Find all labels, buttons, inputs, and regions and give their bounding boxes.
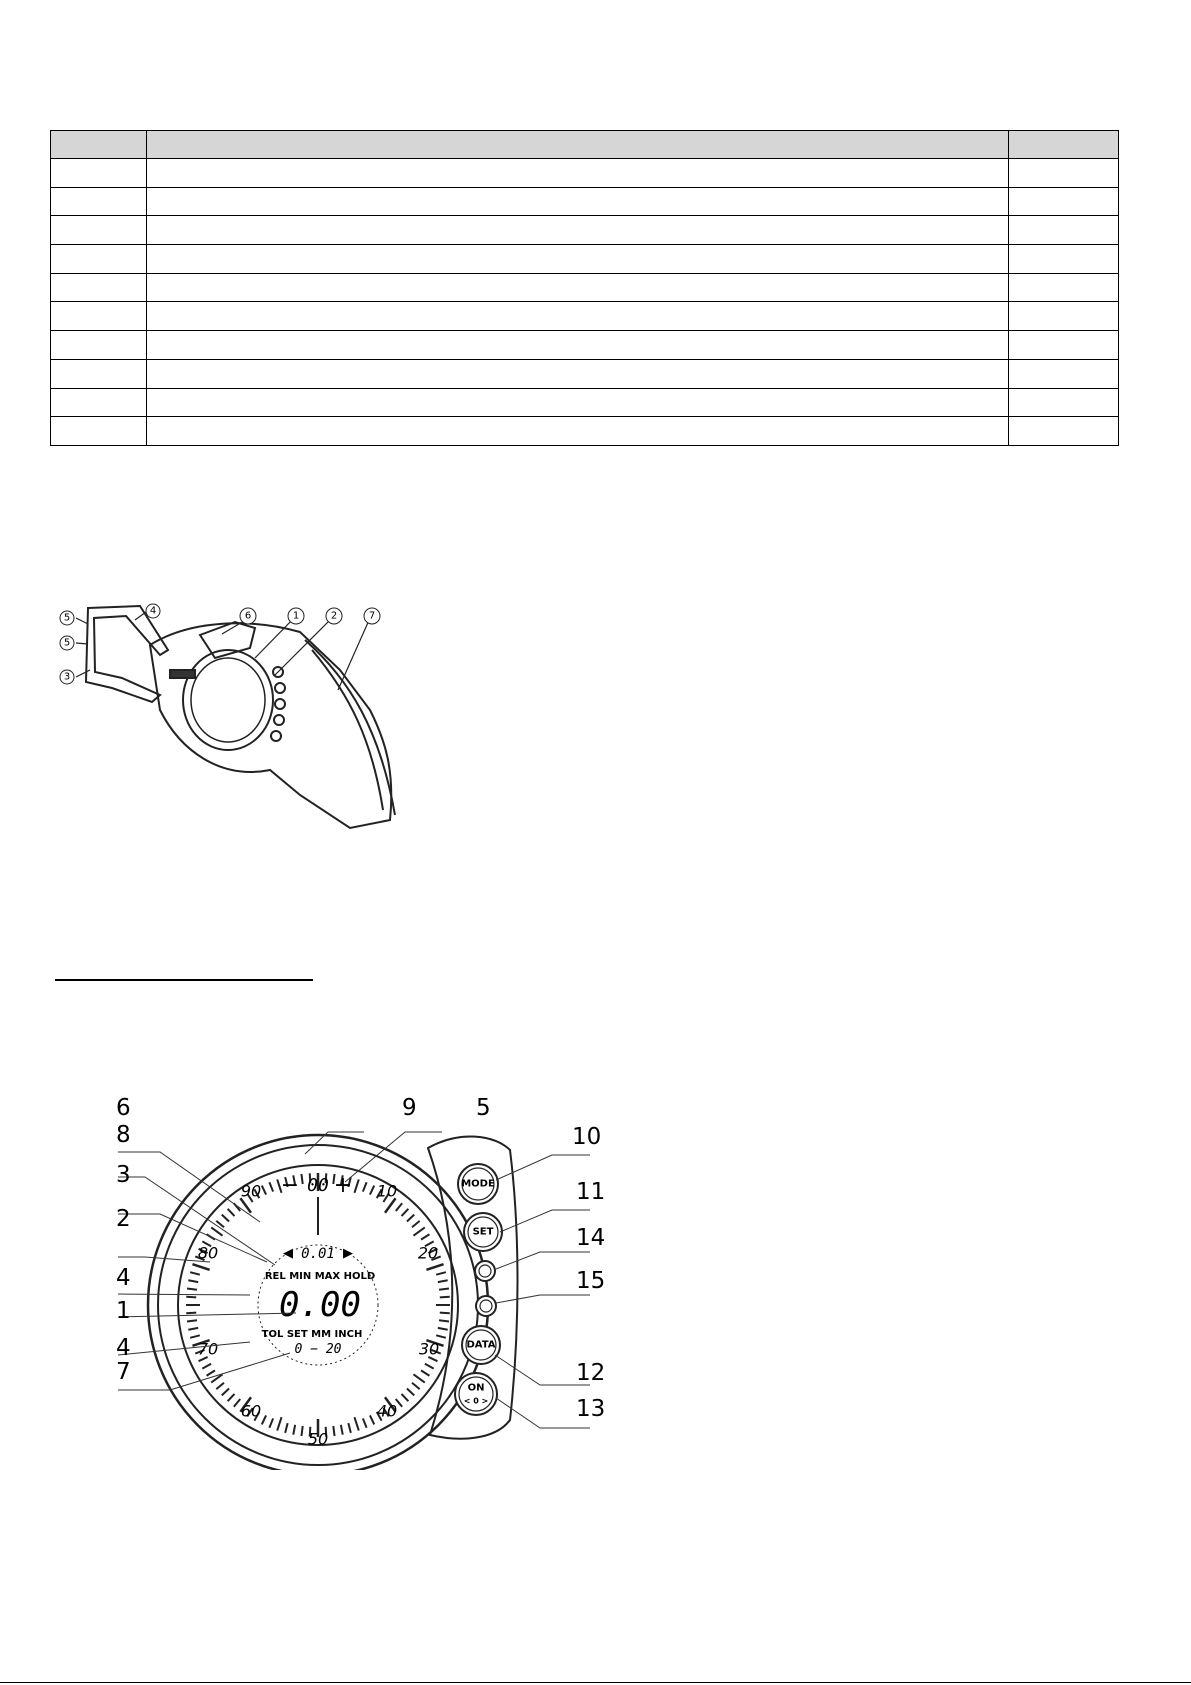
device-callout: 3 bbox=[63, 671, 71, 683]
dial-tick bbox=[370, 1415, 374, 1424]
dial-tick bbox=[216, 1383, 224, 1389]
display-callout: 2 bbox=[116, 1206, 131, 1232]
table-row bbox=[51, 388, 1119, 417]
dial-tick bbox=[438, 1328, 448, 1330]
dial-tick bbox=[436, 1335, 446, 1337]
indicator-led-14 bbox=[475, 1261, 495, 1281]
table-cell bbox=[147, 302, 1009, 331]
dial-tick bbox=[234, 1399, 240, 1407]
dial-tick bbox=[301, 1426, 302, 1436]
top-display: 00 bbox=[307, 1175, 329, 1196]
table-cell bbox=[51, 216, 147, 245]
table-row bbox=[51, 245, 1119, 274]
dial-housing bbox=[183, 650, 273, 750]
table-cell bbox=[1009, 216, 1119, 245]
dial-tick bbox=[421, 1370, 429, 1375]
device-callout: 7 bbox=[368, 610, 376, 622]
device-callout: 6 bbox=[244, 610, 252, 622]
table-cell bbox=[147, 187, 1009, 216]
arrow-left-icon: ◀ bbox=[283, 1246, 293, 1261]
table-cell bbox=[1009, 331, 1119, 360]
table-row bbox=[51, 273, 1119, 302]
dial-label: 70 bbox=[197, 1339, 219, 1359]
table-row bbox=[51, 331, 1119, 360]
table-row bbox=[51, 359, 1119, 388]
header-cell bbox=[51, 131, 147, 159]
set-button-label: SET bbox=[472, 1226, 494, 1238]
table-cell bbox=[51, 388, 147, 417]
dial-tick bbox=[354, 1179, 358, 1192]
display-callout: 4 bbox=[116, 1335, 131, 1361]
table-row bbox=[51, 216, 1119, 245]
mode-indicators: REL MIN MAX HOLD bbox=[264, 1271, 376, 1282]
dial-tick bbox=[413, 1227, 424, 1235]
dial-tick bbox=[412, 1383, 420, 1389]
display-callout: 13 bbox=[576, 1396, 606, 1422]
table-cell bbox=[147, 417, 1009, 446]
display-callout: 11 bbox=[576, 1179, 606, 1205]
display-callout: 14 bbox=[576, 1225, 606, 1251]
table-cell bbox=[51, 417, 147, 446]
caliper-body bbox=[150, 623, 391, 828]
dial-tick bbox=[363, 1418, 367, 1427]
table-row bbox=[51, 417, 1119, 446]
dial-tick bbox=[207, 1370, 215, 1375]
table-cell bbox=[1009, 417, 1119, 446]
device-callout: 5 bbox=[63, 637, 71, 649]
plus-sign: + bbox=[333, 1173, 353, 1198]
unit-indicators: TOL SET MM INCH bbox=[261, 1329, 363, 1340]
dial-tick bbox=[262, 1186, 266, 1195]
dial-face bbox=[191, 658, 265, 742]
table-cell bbox=[51, 359, 147, 388]
table-cell bbox=[51, 245, 147, 274]
dial-tick bbox=[421, 1234, 429, 1239]
dial-tick bbox=[228, 1209, 235, 1216]
table-cell bbox=[147, 359, 1009, 388]
table-cell bbox=[1009, 245, 1119, 274]
dial-tick bbox=[285, 1423, 287, 1433]
dial-tick bbox=[341, 1425, 343, 1435]
dial-tick bbox=[348, 1423, 350, 1433]
display-callout: 4 bbox=[116, 1265, 131, 1291]
dial-tick bbox=[190, 1335, 200, 1337]
dial-tick bbox=[438, 1280, 448, 1282]
device-callout: 5 bbox=[63, 612, 71, 624]
dial-tick bbox=[186, 1297, 196, 1298]
dial-tick bbox=[190, 1272, 200, 1274]
table-header-row bbox=[51, 131, 1119, 159]
dial-tick bbox=[439, 1288, 449, 1289]
display-callout: 6 bbox=[116, 1095, 131, 1121]
dial-tick bbox=[412, 1221, 420, 1227]
table-cell bbox=[147, 159, 1009, 188]
range-value: 0 − 20 bbox=[294, 1342, 342, 1357]
dial-tick bbox=[301, 1174, 302, 1184]
header-cell bbox=[1009, 131, 1119, 159]
display-callout: 1 bbox=[116, 1298, 131, 1324]
dial-tick bbox=[407, 1215, 414, 1222]
dial-tick bbox=[402, 1209, 409, 1216]
dial-tick bbox=[293, 1425, 295, 1435]
dial-tick bbox=[202, 1364, 211, 1369]
dial-tick bbox=[354, 1417, 358, 1430]
dial-tick bbox=[277, 1417, 281, 1430]
table-row bbox=[51, 159, 1119, 188]
table-cell bbox=[51, 273, 147, 302]
display-callout: 3 bbox=[116, 1162, 131, 1188]
dial-tick bbox=[425, 1364, 434, 1369]
minus-sign: − bbox=[280, 1173, 300, 1198]
dial-tick bbox=[436, 1272, 446, 1274]
display-callout: 8 bbox=[116, 1122, 131, 1148]
display-callout: 12 bbox=[576, 1360, 606, 1386]
display-callout: 15 bbox=[576, 1268, 606, 1294]
mode-button-label: MODE bbox=[461, 1178, 495, 1190]
display-callout: 9 bbox=[402, 1095, 417, 1121]
display-callout: 5 bbox=[476, 1095, 491, 1121]
specification-table bbox=[50, 130, 1119, 446]
table-cell bbox=[1009, 359, 1119, 388]
display-callout: 10 bbox=[572, 1124, 602, 1150]
indicator-led-15 bbox=[476, 1296, 496, 1316]
header-cell bbox=[147, 131, 1009, 159]
table-cell bbox=[51, 331, 147, 360]
device-overview-figure bbox=[50, 600, 410, 845]
dial-tick bbox=[262, 1415, 266, 1424]
data-button-label: DATA bbox=[466, 1339, 496, 1351]
dial-tick bbox=[370, 1186, 374, 1195]
dial-tick bbox=[188, 1280, 198, 1282]
dial-tick bbox=[187, 1288, 197, 1289]
table-cell bbox=[1009, 159, 1119, 188]
table-cell bbox=[51, 187, 147, 216]
table-cell bbox=[1009, 187, 1119, 216]
dial-label: 20 bbox=[417, 1243, 439, 1263]
dial-label: 40 bbox=[376, 1401, 398, 1421]
dial-tick bbox=[186, 1313, 196, 1314]
dial-tick bbox=[407, 1389, 414, 1396]
device-callout: 4 bbox=[149, 605, 157, 617]
dial-label: 90 bbox=[240, 1181, 262, 1201]
table-cell bbox=[147, 245, 1009, 274]
dial-tick bbox=[333, 1426, 334, 1436]
dial-tick bbox=[222, 1215, 229, 1222]
dial-tick bbox=[439, 1320, 449, 1321]
table-cell bbox=[1009, 302, 1119, 331]
table-cell bbox=[147, 331, 1009, 360]
dial-tick bbox=[440, 1297, 450, 1298]
display-callout: 7 bbox=[116, 1359, 131, 1385]
dial-tick bbox=[402, 1394, 409, 1401]
arrow-right-icon: ▶ bbox=[343, 1246, 353, 1261]
table-cell bbox=[1009, 273, 1119, 302]
table-row bbox=[51, 302, 1119, 331]
on-button-label: ON bbox=[467, 1382, 485, 1394]
dial-tick bbox=[440, 1313, 450, 1314]
dial-tick bbox=[187, 1320, 197, 1321]
dial-tick bbox=[396, 1203, 402, 1211]
dial-label: 50 bbox=[307, 1429, 329, 1449]
page-bottom-rule bbox=[0, 1682, 1191, 1683]
table-cell bbox=[147, 273, 1009, 302]
dial-label: 80 bbox=[197, 1243, 219, 1263]
dial-tick bbox=[269, 1182, 273, 1191]
display-detail-figure bbox=[100, 1090, 610, 1470]
table-cell bbox=[1009, 388, 1119, 417]
dial-tick bbox=[192, 1264, 209, 1270]
device-callout: 2 bbox=[330, 610, 338, 622]
dial-label: 30 bbox=[418, 1339, 440, 1359]
table-cell bbox=[147, 388, 1009, 417]
table-row bbox=[51, 187, 1119, 216]
table-cell bbox=[51, 159, 147, 188]
table-cell bbox=[147, 216, 1009, 245]
resolution-value: 0.01 bbox=[301, 1246, 335, 1262]
zero-button-label: < 0 > bbox=[463, 1396, 489, 1406]
dial-label: 60 bbox=[240, 1401, 262, 1421]
dial-tick bbox=[363, 1182, 367, 1191]
table-cell bbox=[51, 302, 147, 331]
dial-tick bbox=[222, 1389, 229, 1396]
dial-label: 10 bbox=[376, 1181, 398, 1201]
dial-tick bbox=[188, 1328, 198, 1330]
dial-tick bbox=[426, 1264, 443, 1270]
device-callout: 1 bbox=[292, 610, 300, 622]
section-heading-underline bbox=[55, 979, 313, 981]
main-reading: 0.00 bbox=[279, 1285, 361, 1325]
dial-tick bbox=[269, 1418, 273, 1427]
dial-tick bbox=[413, 1374, 424, 1382]
lift-lever bbox=[200, 622, 255, 658]
on-zero-button[interactable] bbox=[455, 1373, 497, 1415]
dial-tick bbox=[228, 1394, 235, 1401]
